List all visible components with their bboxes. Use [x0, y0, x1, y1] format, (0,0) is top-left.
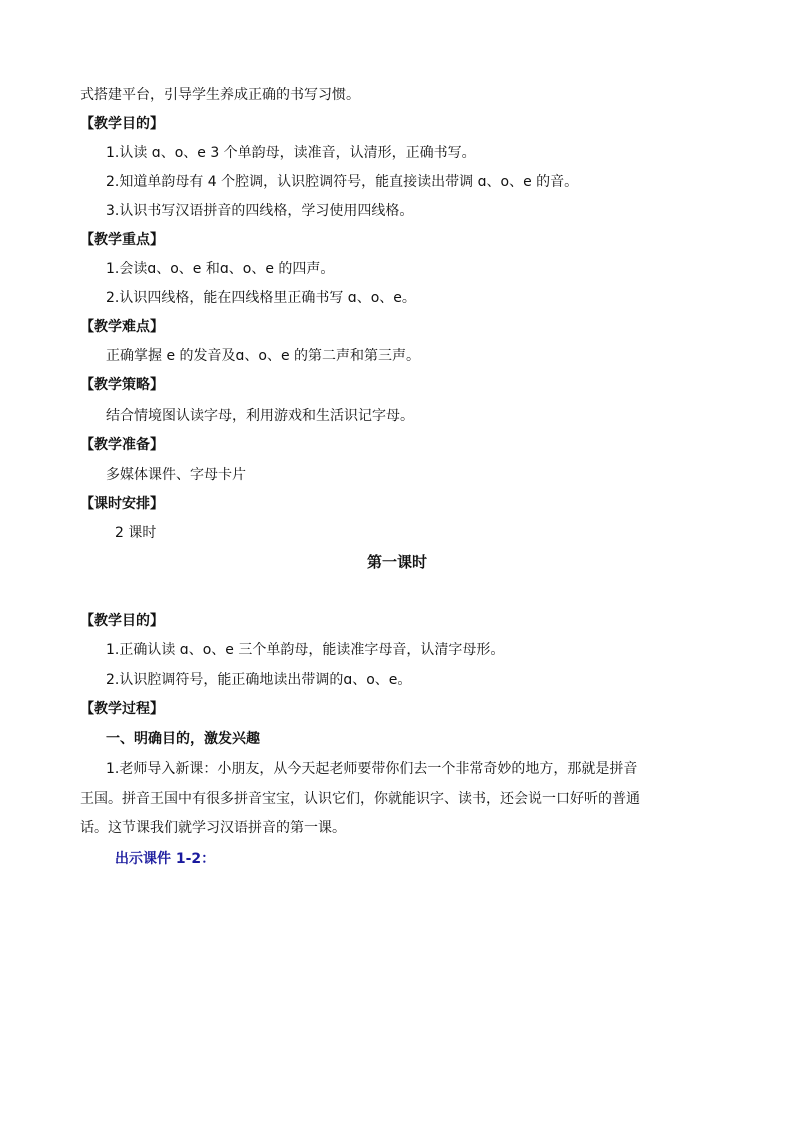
text-line: 2 课时	[115, 525, 157, 541]
text-line: 3.认识书写汉语拼音的四线格，学习使用四线格。	[106, 203, 414, 219]
subsection-heading: 一、明确目的，激发兴趣	[106, 731, 260, 747]
lesson-title: 第一课时	[366, 553, 427, 571]
section-heading: 【教学目的】	[80, 116, 164, 132]
text-line: 2.知道单韵母有 4 个腔调，认识腔调符号，能直接读出带调 ɑ、o、e 的音。	[106, 174, 579, 190]
text-line: 式搭建平台，引导学生养成正确的书写习惯。	[80, 87, 360, 103]
courseware-label: 出示课件 1-2：	[115, 851, 216, 867]
text-line: 1.老师导入新课：小朋友，从今天起老师要带你们去一个非常奇妙的地方，那就是拼音	[106, 761, 638, 777]
text-line: 1.正确认读 ɑ、o、e 三个单韵母，能读准字母音，认清字母形。	[106, 642, 505, 658]
text-line: 1.认读 ɑ、o、e 3 个单韵母，读准音，认清形，正确书写。	[106, 145, 476, 161]
text-line: 2.认识四线格，能在四线格里正确书写 ɑ、o、e。	[106, 290, 416, 306]
text-line: 1.会读ɑ、o、e 和ɑ、o、e 的四声。	[106, 261, 335, 277]
text-line: 结合情境图认读字母，利用游戏和生活识记字母。	[106, 408, 414, 424]
section-heading: 【课时安排】	[80, 496, 164, 512]
text-line: 正确掌握 e 的发音及ɑ、o、e 的第二声和第三声。	[106, 348, 421, 364]
section-heading: 【教学目的】	[80, 613, 164, 629]
section-heading: 【教学难点】	[80, 319, 164, 335]
text-line: 话。这节课我们就学习汉语拼音的第一课。	[80, 820, 346, 836]
text-line: 王国。拼音王国中有很多拼音宝宝，认识它们，你就能识字、读书，还会说一口好听的普通	[80, 791, 640, 807]
section-heading: 【教学过程】	[80, 701, 164, 717]
section-heading: 【教学准备】	[80, 437, 164, 453]
section-heading: 【教学策略】	[80, 377, 164, 393]
text-line: 2.认识腔调符号，能正确地读出带调的ɑ、o、e。	[106, 672, 412, 688]
text-line: 多媒体课件、字母卡片	[106, 467, 246, 483]
section-heading: 【教学重点】	[80, 232, 164, 248]
